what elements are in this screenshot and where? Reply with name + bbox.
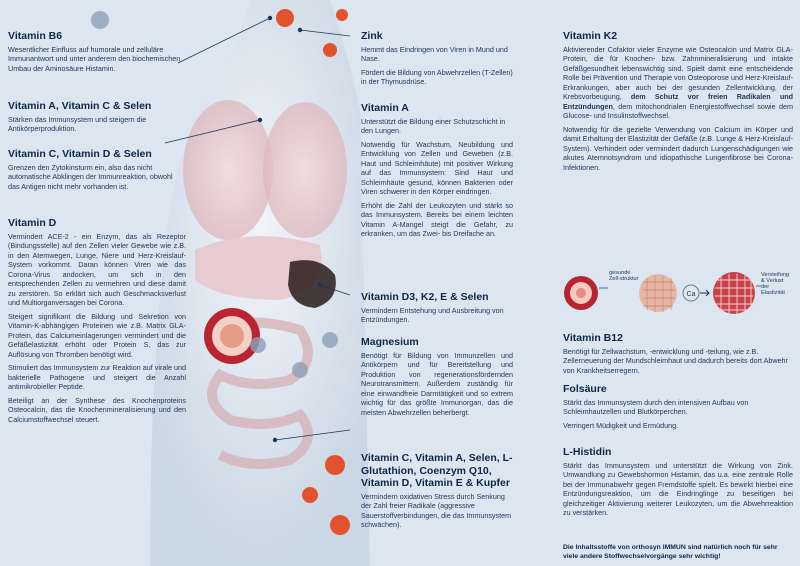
text-vitamin-k2-2: Notwendig für die gezielte Verwendung von Calcium im Körper und damit Erhaltung der Elastizität der Gefäße (z.B. Lunge & Herz-Kreislauf-System). Verhindert oder vermindert dadurch Lungenschädigungen wie akutes Atemnotsyndrom und idiopathische Lungenfibrose bei Corona-Infektionen. xyxy=(563,124,793,172)
text-folsaeure-2: Verringert Müdigkeit und Ermüdung. xyxy=(563,420,679,430)
text-zink-1: Hemmt das Eindringen von Viren in Mund und Nase. xyxy=(361,44,508,64)
text-vitamin-a-c-selen: Stärken das Immunsystem und steigern die Antikörperproduktion. xyxy=(8,114,147,134)
section-zink xyxy=(361,30,513,91)
artery-illustration xyxy=(204,308,260,364)
section-magnesium xyxy=(361,336,513,421)
lung-right xyxy=(263,102,347,238)
text-vitamin-d-2: Steigert signifikant die Bildung und Sekretion von Vitamin-K-abhängigen Proteinen wie z.B. Matrix GLA-Protein, das Calciumeinlagerungen vermindert und die Gefäßelastizität erhöht oder Protein S, das zur Auflösung von Thromben benötigt wird. xyxy=(8,311,186,359)
title-l-histidin: L-Histidin xyxy=(563,446,612,458)
section-vitamin-a xyxy=(361,102,513,243)
section-vitamin-b12 xyxy=(563,332,793,379)
text-vitamin-a-2: Notwendig für Wachstum, Neubildung und Entwicklung von Zellen und Geweben (z.B. Haut und Schleimhäute) mit positiver Wirkung auf das Immunsystem: Sind Haut und Schleimhäute gesund, können Bakterien oder Viren schwerer in den Körper eindringen. xyxy=(361,139,513,197)
title-vitamin-d3-k2-e-selen: Vitamin D3, K2, E & Selen xyxy=(361,291,489,303)
title-antioxidants: Vitamin C, Vitamin A, Selen, L-Glutathion, Coenzym Q10, Vitamin D, Vitamin E & Kupfer xyxy=(361,452,513,490)
text-magnesium: Benötigt für Bildung von Immunzellen und Antikörpern und für Bereitstellung und Produktion von regenerationsfördernden Neurotransmittern. Außerdem zuständig für eine einwandfreie Darmtätigkeit und so extrem wichtig für das größte Immunorgan, das die meisten Abwehrzellen beherbergt. xyxy=(361,350,513,417)
text-antioxidants: Vermindern oxidativen Stress durch Senkung der Zahl freier Radikale (aggressive Sauerstoffverbindungen, die das Immunsystem schwächen). xyxy=(361,491,512,530)
section-vitamin-a-c-selen xyxy=(8,100,186,138)
title-vitamin-a-c-selen: Vitamin A, Vitamin C & Selen xyxy=(8,100,152,112)
title-vitamin-a: Vitamin A xyxy=(361,102,409,114)
text-vitamin-d-1: Vermindert ACE-2 - ein Enzym, das als Rezeptor (Bindungsstelle) auf den Zellen vieler Gewebe wie z.B. in den Atemwegen, Lunge, Niere und Herz-Kreislauf-System vorkommt. Daran können Viren wie das Corona-Virus andocken, um sich in den entsprechenden Zellen zu vermehren und diese damit zu zerstören. So erklärt sich auch Geschmacksverlust und Multiorganversagen bei Corona. xyxy=(8,231,186,308)
healthy-artery-icon xyxy=(564,276,598,310)
text-vitamin-d3-k2-e-selen: Vermindern Entstehung und Ausbreitung von Entzündungen. xyxy=(361,305,504,325)
title-folsaeure: Folsäure xyxy=(563,383,607,395)
title-vitamin-b6: Vitamin B6 xyxy=(8,30,63,42)
text-folsaeure-1: Stärkt das Immunsystem durch den intensiven Aufbau von Schleimhautzellen und Blutkörperchen. xyxy=(563,397,749,417)
title-magnesium: Magnesium xyxy=(361,336,419,348)
section-l-histidin xyxy=(563,446,793,522)
text-vitamin-d-4: Beteiligt an der Synthese des Knochenproteins Osteocalcin, das die Knochenmineralisierung und den Calciumstoffwechsel steuert. xyxy=(8,395,186,424)
text-vitamin-c-d-selen: Grenzen den Zytokinsturm ein, also das nicht automatische Abklingen der Immunreaktion, obwohl das Antigen nicht mehr vorhanden ist. xyxy=(8,162,173,191)
artery-calcification-infographic xyxy=(563,262,793,324)
svg-text:Ca: Ca xyxy=(686,291,696,298)
stiffened-tissue-grid xyxy=(713,272,755,314)
section-antioxidants xyxy=(361,452,513,534)
footer-note: Die Inhaltsstoffe von orthosyn IMMUN sind natürlich noch für sehr viele andere Stoffwechselvorgänge sehr wichtig! xyxy=(563,544,778,560)
text-vitamin-k2-1: Aktivierender Cofaktor vieler Enzyme wie Osteocalcin und Matrix GLA-Protein, die für Knochen- bzw. Zahnmineralisierung und intakte Gefäßgesundheit lebenswichtig sind. Spielt damit eine entscheidende Rolle bei Prävention und Therapie von Osteoporose und Herz-Kreislauf-Erkrankungen, aber auch bei der gesunden Zellentwicklung, der Krebsvorbeugung, dem Schutz vor freien Radikalen und Entzündungen, dem mitochondrialen Energiestoffwechsel sowie dem Glucose- und Insulinstoffwechsel. xyxy=(563,44,793,121)
section-folsaeure xyxy=(563,383,793,434)
text-vitamin-a-3: Erhöht die Zahl der Leukozyten und stärkt so das Immunsystem. Bereits bei einem leichten Vitamin A-Mangel steigt die Gefahr, zu erkranken, um das Zwei- bis Dreifache an. xyxy=(361,200,513,239)
arrow-icon xyxy=(700,290,709,296)
text-l-histidin: Stärkt das Immunsystem und unterstützt die Wirkung von Zink. Umwandlung zu Gewebshormon Histamin, das u.a. eine zentrale Rolle bei der Immunabwehr gegen Fremdstoffe spielt. Es bewirkt hierbei eine Entzündungsreaktion, um die Eindringlinge zu beseitigen bei gleichzeitiger Aktivierung weiterer Leukozyten, um die Abwehrreaktion zu verstärken. xyxy=(563,460,793,518)
text-vitamin-a-1: Unterstützt die Bildung einer Schutzschicht in den Lungen. xyxy=(361,116,506,136)
section-vitamin-d xyxy=(8,217,186,428)
title-vitamin-c-d-selen: Vitamin C, Vitamin D & Selen xyxy=(8,148,152,160)
label-stiffening: Versteifung & Verlust der Elastizität xyxy=(761,272,789,296)
healthy-tissue-grid xyxy=(639,274,677,312)
title-vitamin-b12: Vitamin B12 xyxy=(563,332,623,344)
text-vitamin-d-3: Stimuliert das Immunsystem zur Reaktion auf virale und bakterielle Pathogene und steigert die Anzahl antimikrobieller Peptide. xyxy=(8,363,186,392)
title-zink: Zink xyxy=(361,30,383,42)
section-vitamin-b6 xyxy=(8,30,186,77)
title-vitamin-k2: Vitamin K2 xyxy=(563,30,618,42)
label-healthy-structure: gesunde Zell-struktur xyxy=(609,270,639,282)
title-vitamin-d: Vitamin D xyxy=(8,217,57,229)
text-vitamin-b6: Wesentlicher Einfluss auf humorale und zelluläre Immunantwort und unter anderem den biochemischen Umbau der Aminosäure Histamin. xyxy=(8,44,181,73)
text-zink-2: Fördert die Bildung von Abwehrzellen (T-Zellen) in der Thymusdrüse. xyxy=(361,67,513,87)
section-vitamin-k2 xyxy=(563,30,793,176)
section-vitamin-c-d-selen xyxy=(8,148,186,195)
text-vitamin-b12: Benötigt für Zellwachstum, -entwicklung und -teilung, wie z.B. Zellerneuerung der Mundschleimhaut und dadurch bereits dort Abwehr von Krankheitserregern. xyxy=(563,346,788,375)
calcium-icon xyxy=(683,285,699,301)
section-vitamin-d3-k2-e-selen xyxy=(361,291,513,329)
